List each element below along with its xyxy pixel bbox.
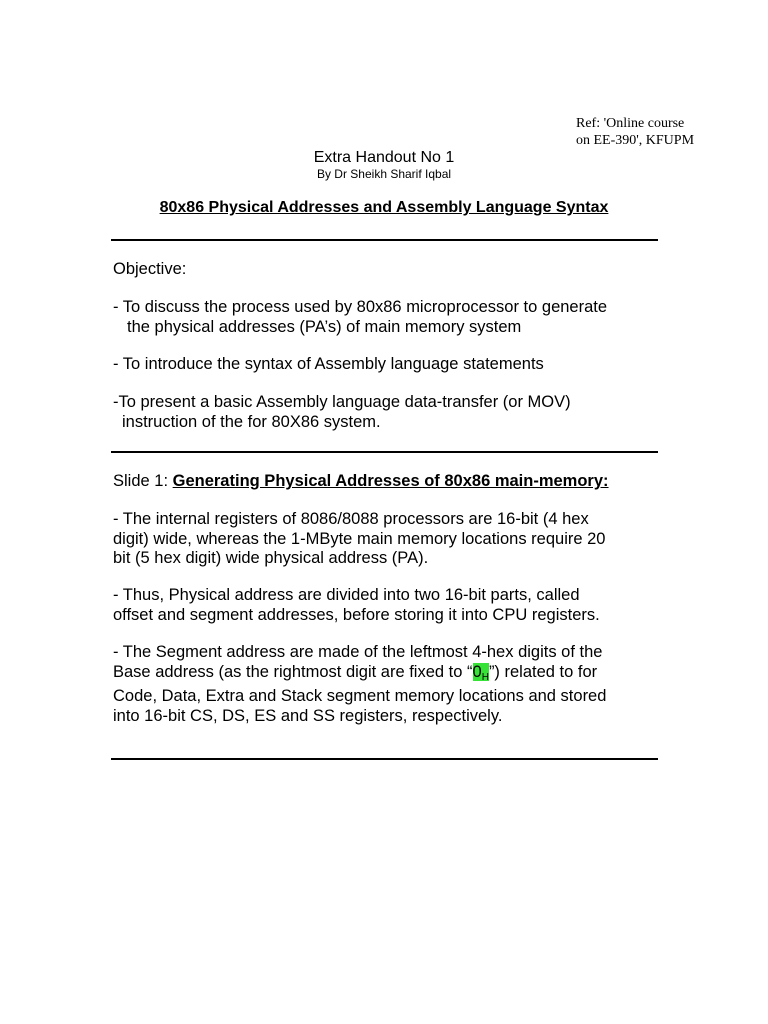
slide1-heading: Generating Physical Addresses of 80x86 main-memory: xyxy=(172,472,609,490)
hex-subscript: H xyxy=(481,671,489,683)
reference-note xyxy=(576,115,694,149)
author-byline: By Dr Sheikh Sharif Iqbal xyxy=(316,167,452,181)
reference-line-1: Ref: 'Online course xyxy=(576,116,685,131)
divider-top xyxy=(111,239,658,241)
paragraph-line-with-highlight xyxy=(113,663,673,688)
slide1-paragraph-2 xyxy=(113,586,673,625)
objective-item-3 xyxy=(113,393,673,432)
objective-item-1 xyxy=(113,298,673,337)
slide1-paragraph-1 xyxy=(113,510,673,569)
paragraph-line: digit) wide, whereas the 1-MByte main memory locations require 20 xyxy=(113,529,606,548)
paragraph-line: bit (5 hex digit) wide physical address (PA). xyxy=(113,549,429,567)
slide1-label: Slide 1: xyxy=(113,472,173,490)
paragraph-text: ”) related to for xyxy=(488,662,598,681)
slide1-heading-line xyxy=(113,472,673,492)
objective-item-1-line-2: the physical addresses (PA’s) of main memory system xyxy=(127,317,522,336)
objective-item-3-line-1: -To present a basic Assembly language data-transfer (or MOV) xyxy=(113,393,571,411)
highlighted-digit: 0 xyxy=(472,662,482,681)
reference-line-2: on EE-390', KFUPM xyxy=(576,133,695,148)
paragraph-line: - The Segment address are made of the leftmost 4-hex digits of the xyxy=(113,643,603,661)
objective-item-2: - To introduce the syntax of Assembly language statements xyxy=(113,355,544,373)
objective-heading: Objective: xyxy=(113,260,187,278)
divider-middle xyxy=(111,451,658,453)
handout-subject: 80x86 Physical Addresses and Assembly Language Syntax xyxy=(159,199,609,216)
objective-item-3-line-2: instruction of the for 80X86 system. xyxy=(122,412,381,431)
highlighted-zero xyxy=(473,663,489,681)
handout-title: Extra Handout No 1 xyxy=(313,149,455,166)
objective-item-1-line-1: - To discuss the process used by 80x86 microprocessor to generate xyxy=(113,298,608,316)
paragraph-line: into 16-bit CS, DS, ES and SS registers, respectively. xyxy=(113,706,503,725)
divider-bottom xyxy=(111,758,658,760)
slide1-paragraph-3 xyxy=(113,643,673,726)
paragraph-line: Code, Data, Extra and Stack segment memory locations and stored xyxy=(113,687,607,705)
paragraph-line: offset and segment addresses, before storing it into CPU registers. xyxy=(113,605,600,624)
paragraph-line: - Thus, Physical address are divided into two 16-bit parts, called xyxy=(113,586,580,604)
paragraph-line: - The internal registers of 8086/8088 processors are 16-bit (4 hex xyxy=(113,510,589,528)
paragraph-text: Base address (as the rightmost digit are fixed to “ xyxy=(113,662,473,681)
